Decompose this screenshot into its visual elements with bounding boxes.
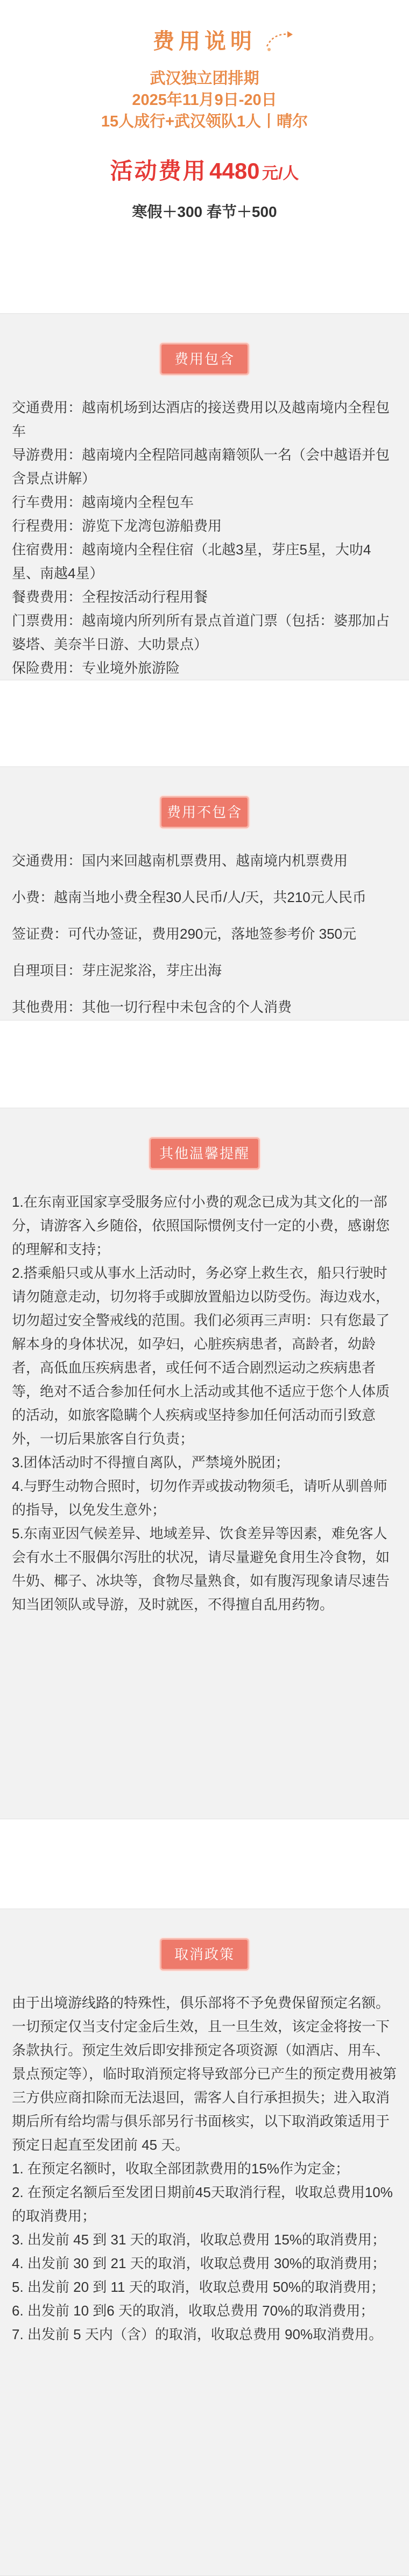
group-size: 15人成行+武汉领队1人丨晴尔 [101, 113, 308, 130]
list-item: 7. 出发前 5 天内（含）的取消，收取总费用 90%取消费用。 [12, 2326, 383, 2342]
list-item: 2.搭乘船只或从事水上活动时，务必穿上救生衣，船只行驶时请勿随意走动，切勿将手或脚放置船边以防受伤。海边戏水，切勿超过安全警戒线的范围。我们必须再三声明：只有您最了解本身的身体状况，如孕妇，心脏疾病患者，高龄者，幼龄者，高低血压疾病患者，或任何不适合剧烈运动之疾病患者等，绝对不适合参加任何水上活动或其他不适应于您个人体质的活动，如旅客隐瞒个人疾病或坚持参加任何活动而引致意外，一切后果旅客自行负责； [12, 1265, 390, 1447]
list-item: 门票费用：越南境内所列所有景点首道门票（包括：婆那加占婆塔、美奈半日游、大叻景点） [12, 613, 390, 652]
price-label: 活动费用 [110, 158, 207, 184]
price-unit: 元/人 [262, 165, 299, 182]
price-row [32, 155, 377, 193]
header [0, 0, 409, 223]
list-item: 5.东南亚因气候差异、地域差异、饮食差异等因素，难免客人会有水土不服偶尔泻肚的状况，请尽量避免食用生冷食物，如牛奶、椰子、冰块等，食物尽量熟食，如有腹泻现象请尽速告知当团领队或导游，及时就医，不得擅自乱用药物。 [12, 1525, 390, 1613]
schedule-dates: 2025年11月9日-20日 [132, 92, 277, 109]
list-item: 保险费用：专业境外旅游险 [12, 660, 180, 676]
schedule-name: 武汉独立团排期 [150, 70, 259, 87]
list-item: 交通费用：国内来回越南机票费用、越南境内机票费用 [12, 853, 348, 869]
tips-list [0, 1170, 409, 1616]
tips-badge: 其他温馨提醒 [149, 1137, 260, 1170]
list-item: 交通费用：越南机场到达酒店的接送费用以及越南境内全程包车 [12, 399, 390, 439]
included-section [0, 313, 409, 680]
cancellation-policy [0, 1970, 409, 2346]
tips-section [0, 1108, 409, 1819]
list-item: 行车费用：越南境内全程包车 [12, 494, 194, 510]
plane-doodle-icon [265, 30, 294, 54]
list-item: 其他费用：其他一切行程中未包含的个人消费 [12, 999, 292, 1015]
list-item: 导游费用：越南境内全程陪同越南籍领队一名（会中越语并包含景点讲解） [12, 447, 390, 487]
cancellation-section [0, 1909, 409, 2576]
list-item: 行程费用：游览下龙湾包游船费用 [12, 518, 222, 534]
list-item: 2. 在预定名额后至发团日期前45天取消行程，收取总费用10%的取消费用； [12, 2184, 393, 2224]
list-item: 6. 出发前 10 到6 天的取消，收取总费用 70%的取消费用； [12, 2303, 375, 2319]
list-item: 1.在东南亚国家享受服务应付小费的观念已成为其文化的一部分，请游客入乡随俗，依照国际惯例支付一定的小费，感谢您的理解和支持； [12, 1194, 390, 1257]
list-item: 1. 在预定名额时，收取全部团款费用的15%作为定金； [12, 2160, 349, 2177]
excluded-badge: 费用不包含 [160, 796, 249, 828]
cancellation-intro: 由于出境游线路的特殊性，俱乐部将不予免费保留预定名额。一切预定仅当支付定金后生效，且一旦生效，该定金将按一下条款执行。预定生效后即安排预定各项资源（如酒店、用车、景点预定等），临时取消预定将导致部分已产生的预定费用被第三方供应商扣除而无法退回，需客人自行承担损失；进入取消期后所有给均需与俱乐部另行书面核实，以下取消政策适用于预定日起直至发团前 45 天。 [12, 1995, 397, 2153]
holiday-surcharge: 寒假＋300 春节＋500 [132, 203, 277, 220]
list-item: 小费：越南当地小费全程30人民币/人/天，共210元人民币 [12, 889, 366, 905]
list-item: 餐费费用：全程按活动行程用餐 [12, 589, 208, 605]
list-item: 3. 出发前 45 到 31 天的取消，收取总费用 15%的取消费用； [12, 2232, 386, 2248]
excluded-list [0, 828, 409, 1019]
included-badge: 费用包含 [160, 343, 249, 375]
included-list [0, 375, 409, 680]
list-item: 4.与野生动物合照时，切勿作弄或拔动物须毛，请听从驯兽师的指导，以免发生意外； [12, 1478, 387, 1518]
list-item: 自理项目：芽庄泥浆浴，芽庄出海 [12, 962, 222, 979]
list-item: 签证费：可代办签证，费用290元，落地签参考价 350元 [12, 926, 356, 942]
list-item: 住宿费用：越南境内全程住宿（北越3星，芽庄5星，大叻4星、南越4星） [12, 541, 371, 581]
excluded-section [0, 766, 409, 1020]
list-item: 3.团体活动时不得擅自离队，严禁境外脱团； [12, 1454, 290, 1470]
title-row [32, 24, 377, 59]
page-title: 费用说明 [153, 30, 256, 53]
price-value: 4480 [209, 158, 260, 184]
cancellation-badge: 取消政策 [160, 1938, 249, 1970]
list-item: 4. 出发前 30 到 21 天的取消，收取总费用 30%的取消费用； [12, 2255, 386, 2271]
list-item: 5. 出发前 20 到 11 天的取消，收取总费用 50%的取消费用； [12, 2279, 385, 2295]
